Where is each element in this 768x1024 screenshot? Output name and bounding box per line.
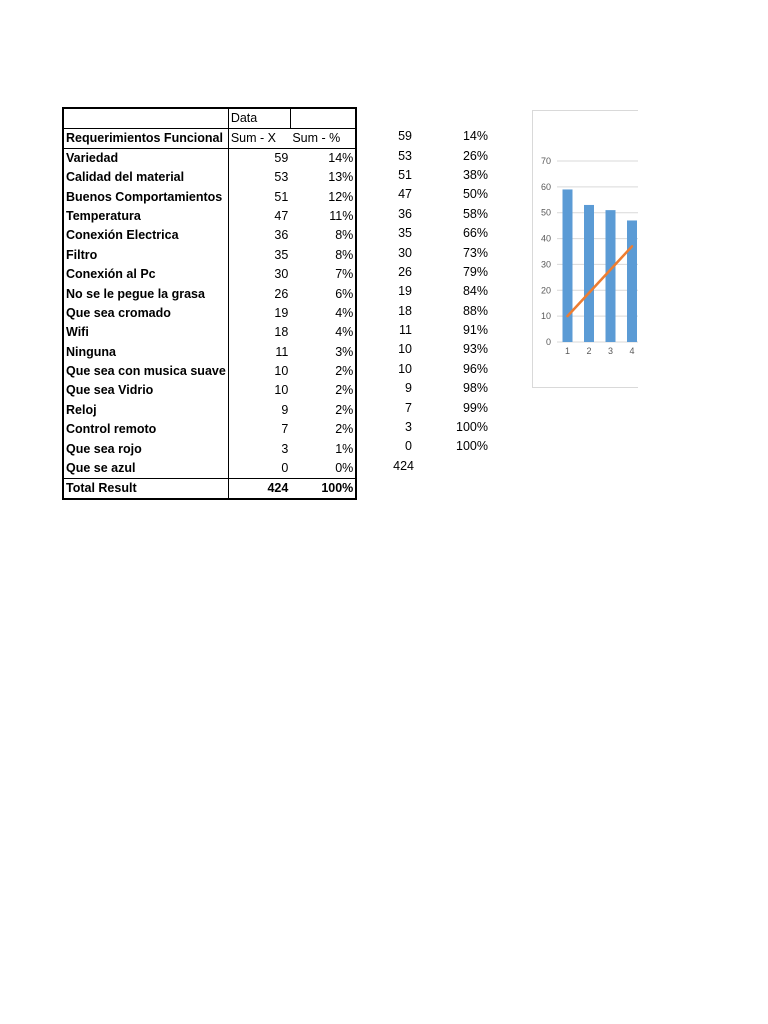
sum-pct-cell[interactable]: 7% bbox=[335, 267, 354, 282]
aux-value-cell[interactable]: 3 bbox=[405, 420, 412, 435]
sum-x-cell[interactable]: 51 bbox=[274, 189, 289, 204]
row-label-cell[interactable]: Ninguna bbox=[63, 343, 228, 362]
sum-x-cell[interactable]: 18 bbox=[274, 325, 289, 340]
pivot-row bbox=[63, 304, 356, 323]
aux-cum-pct-cell[interactable]: 96% bbox=[462, 361, 488, 376]
y-tick-label: 40 bbox=[540, 233, 551, 244]
row-label-cell[interactable]: Que sea Vidrio bbox=[63, 381, 228, 400]
sum-pct-header[interactable]: Sum - % bbox=[290, 129, 356, 149]
aux-cum-pct-cell[interactable]: 99% bbox=[462, 400, 488, 415]
data-header-blank-cell[interactable] bbox=[290, 108, 356, 129]
aux-row bbox=[362, 398, 490, 417]
aux-blank-cell[interactable] bbox=[414, 457, 490, 476]
row-label-cell[interactable]: Conexión Electrica bbox=[63, 226, 228, 245]
aux-cum-pct-cell[interactable]: 93% bbox=[462, 342, 488, 357]
sum-x-cell[interactable]: 19 bbox=[274, 305, 289, 320]
aux-row bbox=[362, 321, 490, 340]
sum-pct-cell[interactable]: 2% bbox=[335, 383, 354, 398]
sum-x-cell[interactable]: 9 bbox=[281, 402, 289, 417]
aux-body bbox=[362, 127, 490, 476]
row-label-cell[interactable]: Variedad bbox=[63, 149, 228, 169]
aux-value-cell[interactable]: 9 bbox=[405, 381, 412, 396]
sum-x-cell[interactable]: 59 bbox=[274, 151, 289, 165]
row-label-cell[interactable]: Que sea con musica suave bbox=[63, 362, 228, 381]
sum-x-cell[interactable]: 10 bbox=[274, 364, 289, 379]
row-label-cell[interactable]: Que sea cromado bbox=[63, 304, 228, 323]
aux-value-cell[interactable]: 19 bbox=[398, 284, 412, 299]
aux-value-cell[interactable]: 30 bbox=[398, 245, 412, 260]
aux-cum-pct-cell[interactable]: 98% bbox=[462, 381, 488, 396]
aux-cum-pct-cell[interactable]: 88% bbox=[462, 303, 488, 318]
aux-cum-pct-cell[interactable]: 73% bbox=[462, 245, 488, 260]
sum-pct-cell[interactable]: 2% bbox=[335, 402, 354, 417]
pivot-body bbox=[63, 108, 356, 499]
sum-pct-cell[interactable]: 0% bbox=[335, 460, 354, 475]
sum-pct-cell[interactable]: 12% bbox=[328, 189, 354, 204]
aux-row bbox=[362, 302, 490, 321]
aux-value-cell[interactable]: 26 bbox=[398, 264, 412, 279]
pivot-header-top-row bbox=[63, 108, 356, 129]
aux-total-cell[interactable]: 424 bbox=[393, 458, 414, 473]
pivot-row bbox=[63, 439, 356, 458]
row-label-cell[interactable]: Conexión al Pc bbox=[63, 265, 228, 284]
y-tick-label: 70 bbox=[540, 156, 551, 166]
row-label-cell[interactable]: Que sea rojo bbox=[63, 439, 228, 458]
aux-row bbox=[362, 127, 490, 146]
pivot-row bbox=[63, 343, 356, 362]
row-label-cell[interactable]: Buenos Comportamientos bbox=[63, 187, 228, 206]
pivot-total-row bbox=[63, 478, 356, 499]
row-label-cell[interactable]: Control remoto bbox=[63, 420, 228, 439]
aux-cum-pct-cell[interactable]: 79% bbox=[462, 264, 488, 279]
aux-value-cell[interactable]: 7 bbox=[405, 400, 412, 415]
pivot-row bbox=[63, 420, 356, 439]
sum-pct-cell[interactable]: 8% bbox=[335, 228, 354, 243]
total-sum-x-cell[interactable]: 424 bbox=[228, 478, 290, 499]
row-label-cell[interactable]: Wifi bbox=[63, 323, 228, 342]
pivot-row bbox=[63, 207, 356, 226]
aux-row bbox=[362, 224, 490, 243]
aux-row bbox=[362, 205, 490, 224]
sum-pct-cell[interactable]: 3% bbox=[335, 344, 354, 359]
y-tick-label: 10 bbox=[540, 311, 551, 322]
y-tick-label: 50 bbox=[540, 207, 551, 218]
pivot-row bbox=[63, 381, 356, 400]
y-tick-label: 30 bbox=[540, 259, 551, 270]
aux-cum-pct-cell[interactable]: 66% bbox=[462, 226, 488, 241]
aux-cum-pct-cell[interactable]: 91% bbox=[462, 323, 488, 338]
chart-bar[interactable] bbox=[606, 210, 616, 342]
total-label-cell[interactable]: Total Result bbox=[63, 478, 228, 499]
pivot-row bbox=[63, 284, 356, 303]
y-tick-label: 60 bbox=[540, 181, 551, 192]
sum-x-cell[interactable]: 10 bbox=[274, 383, 289, 398]
chart-bar[interactable] bbox=[584, 205, 594, 342]
sum-x-cell[interactable]: 0 bbox=[281, 460, 289, 475]
row-label-header[interactable]: Requerimientos Funcional bbox=[63, 129, 228, 149]
aux-row bbox=[362, 282, 490, 301]
aux-value-cell[interactable]: 11 bbox=[399, 323, 412, 338]
sum-pct-cell[interactable]: 6% bbox=[335, 286, 354, 301]
sum-pct-cell[interactable]: 8% bbox=[335, 247, 354, 262]
row-label-cell[interactable]: Temperatura bbox=[63, 207, 228, 226]
sum-x-cell[interactable]: 47 bbox=[274, 208, 289, 223]
x-tick-label: 1 bbox=[564, 346, 571, 356]
pivot-row bbox=[63, 168, 356, 187]
sum-pct-cell[interactable]: 4% bbox=[335, 325, 354, 340]
aux-cum-pct-cell[interactable]: 26% bbox=[462, 148, 488, 163]
sum-x-cell[interactable]: 11 bbox=[275, 344, 289, 359]
data-header-cell[interactable]: Data bbox=[228, 108, 290, 129]
aux-cum-pct-cell[interactable]: 100% bbox=[456, 439, 488, 454]
sum-pct-cell[interactable]: 1% bbox=[335, 441, 354, 456]
row-label-cell[interactable]: Reloj bbox=[63, 401, 228, 420]
aux-total-row bbox=[362, 457, 490, 476]
sum-x-cell[interactable]: 30 bbox=[274, 267, 289, 282]
aux-value-cell[interactable]: 59 bbox=[398, 129, 412, 144]
x-tick-label: 2 bbox=[586, 346, 592, 356]
aux-value-cell[interactable]: 10 bbox=[398, 342, 412, 357]
sum-x-header[interactable]: Sum - X bbox=[228, 129, 290, 149]
row-label-cell[interactable]: Calidad del material bbox=[63, 168, 228, 187]
aux-cum-pct-cell[interactable]: 84% bbox=[462, 284, 488, 299]
pivot-row bbox=[63, 149, 356, 169]
chart-canvas bbox=[533, 111, 638, 388]
sum-pct-cell[interactable]: 2% bbox=[335, 422, 354, 437]
aux-cum-pct-cell[interactable]: 38% bbox=[462, 167, 488, 182]
aux-row bbox=[362, 243, 490, 262]
pivot-header-row bbox=[63, 129, 356, 149]
aux-value-cell[interactable]: 35 bbox=[398, 226, 412, 241]
aux-cum-pct-cell[interactable]: 58% bbox=[462, 206, 488, 221]
sum-x-cell[interactable]: 35 bbox=[274, 247, 289, 262]
sum-x-cell[interactable]: 53 bbox=[274, 170, 289, 185]
aux-row bbox=[362, 146, 490, 165]
aux-row bbox=[362, 379, 490, 398]
sum-x-cell[interactable]: 36 bbox=[274, 228, 289, 243]
aux-value-cell[interactable]: 36 bbox=[398, 206, 412, 221]
pivot-row bbox=[63, 246, 356, 265]
aux-row bbox=[362, 360, 490, 379]
pareto-chart[interactable] bbox=[532, 110, 638, 388]
aux-value-cell[interactable]: 51 bbox=[398, 167, 412, 182]
aux-table bbox=[362, 127, 490, 476]
y-tick-label: 0 bbox=[545, 337, 551, 347]
aux-row bbox=[362, 166, 490, 185]
total-sum-pct-cell[interactable]: 100% bbox=[290, 478, 356, 499]
pivot-table bbox=[62, 107, 357, 500]
x-tick-label: 3 bbox=[607, 346, 614, 356]
pivot-row bbox=[63, 362, 356, 381]
chart-bar[interactable] bbox=[627, 220, 637, 342]
pivot-row bbox=[63, 265, 356, 284]
sum-pct-cell[interactable]: 4% bbox=[335, 305, 354, 320]
sum-pct-cell[interactable]: 2% bbox=[335, 364, 354, 379]
pivot-row bbox=[63, 187, 356, 206]
aux-cum-pct-cell[interactable]: 100% bbox=[456, 420, 488, 435]
aux-value-cell[interactable]: 53 bbox=[398, 148, 412, 163]
sum-pct-cell[interactable]: 11% bbox=[329, 208, 354, 223]
aux-value-cell[interactable]: 0 bbox=[405, 439, 412, 454]
chart-bar[interactable] bbox=[563, 189, 573, 342]
pivot-row bbox=[63, 459, 356, 479]
aux-value-cell[interactable]: 10 bbox=[398, 361, 412, 376]
x-tick-label: 4 bbox=[629, 346, 635, 356]
row-label-cell[interactable]: Filtro bbox=[63, 246, 228, 265]
pivot-row bbox=[63, 323, 356, 342]
aux-value-cell[interactable]: 47 bbox=[398, 187, 412, 202]
aux-row bbox=[362, 437, 490, 456]
sum-x-cell[interactable]: 3 bbox=[281, 441, 289, 456]
aux-row bbox=[362, 263, 490, 282]
cumulative-line[interactable] bbox=[568, 246, 633, 316]
sum-x-cell[interactable]: 7 bbox=[281, 422, 289, 437]
pivot-row bbox=[63, 401, 356, 420]
aux-value-cell[interactable]: 18 bbox=[398, 303, 412, 318]
y-tick-label: 20 bbox=[540, 285, 551, 296]
sum-x-cell[interactable]: 26 bbox=[274, 286, 289, 301]
pivot-corner-cell[interactable] bbox=[63, 108, 228, 129]
aux-cum-pct-cell[interactable]: 14% bbox=[462, 129, 488, 144]
row-label-cell[interactable]: Que se azul bbox=[63, 459, 228, 479]
sum-pct-cell[interactable]: 13% bbox=[328, 170, 354, 185]
row-label-cell[interactable]: No se le pegue la grasa bbox=[63, 284, 228, 303]
sum-pct-cell[interactable]: 14% bbox=[328, 151, 354, 165]
aux-row bbox=[362, 340, 490, 359]
pivot-row bbox=[63, 226, 356, 245]
aux-row bbox=[362, 185, 490, 204]
aux-cum-pct-cell[interactable]: 50% bbox=[462, 187, 488, 202]
aux-row bbox=[362, 418, 490, 437]
